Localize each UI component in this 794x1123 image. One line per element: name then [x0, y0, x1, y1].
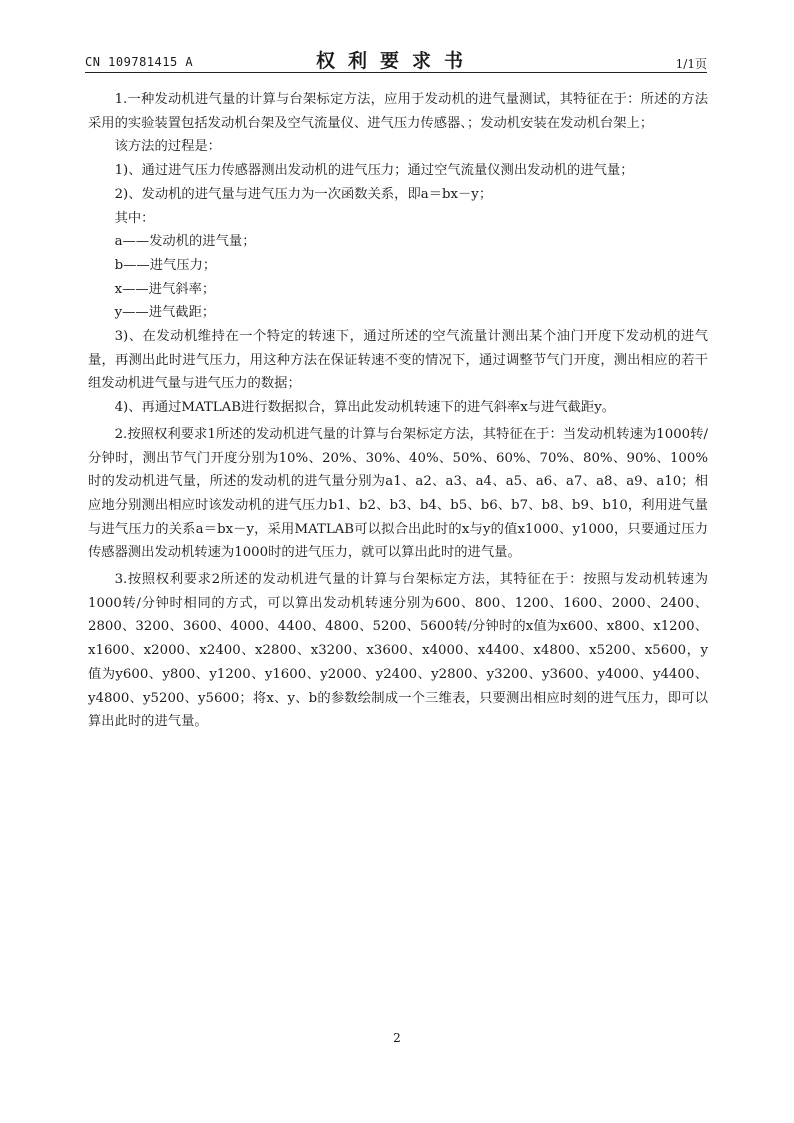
definition-a: a——发动机的进气量；: [114, 234, 256, 250]
document-number: CN 109781415 A: [85, 55, 194, 69]
claim-3-paragraph: 3.按照权利要求2所述的发动机进气量的计算与台架标定方法，其特征在于：按照与发动机转速为1000转/分钟时相同的方式，可以算出发动机转速分别为600、800、1200、1600、2000、2400、2800、3200、3600、4000、4400、4800、5200、5600转/分钟时的x值为x600、x800、x1200、x1600、x2000、x2400、x2800、x3200、x3600、x4000、x4400、x4800、x5200、x5600，y值为y600、y800、y1200、y1600、y2000、y2400、y2800、y3200、y3600、y4000、y4400、y4800、y5200、y5600；将x、y、b的参数绘制成一个三维表，只要测出相应时刻的进气压力，即可以算出此时的进气量。: [88, 572, 708, 730]
step-3: 3)、在发动机维持在一个特定的转速下，通过所述的空气流量计测出某个油门开度下发动机的进气量，再测出此时进气压力，用这种方法在保证转速不变的情况下，通过调整节气门开度，测出相应的若干组发动机进气量与进气压力的数据；: [88, 329, 708, 392]
page-header: [85, 44, 707, 72]
claim-1-paragraph: 1.一种发动机进气量的计算与台架标定方法，应用于发动机的进气量测试，其特征在于：所述的方法采用的实验装置包括发动机台架及空气流量仪、进气压力传感器、；发动机安装在发动机台架上；: [88, 92, 708, 131]
page-indicator: 1/1页: [675, 57, 707, 71]
method-intro: 该方法的过程是：: [114, 139, 221, 155]
claim-2-paragraph: 2.按照权利要求1所述的发动机进气量的计算与台架标定方法，其特征在于：当发动机转速为1000转/分钟时，测出节气门开度分别为10%、20%、30%、40%、50%、60%、70%、80%、90%、100%时的发动机进气量，所述的发动机的进气量分别为a1、a2、a3、a4、a5、a6、a7、a8、a9、a10；相应地分别测出相应时该发动机的进气压力b1、b2、b3、b4、b5、b6、b7、b8、b9、b10，利用进气量与进气压力的关系a＝bx－y，采用MATLAB可以拟合出此时的x与y的值x1000、y1000，只要通过压力传感器测出发动机转速为1000时的进气压力，就可以算出此时的进气量。: [88, 426, 708, 561]
page-number: 2: [393, 1031, 401, 1045]
header-divider: [85, 72, 707, 73]
claims-body: [88, 88, 708, 734]
definition-x: x——进气斜率；: [114, 281, 216, 297]
definition-b: b——进气压力；: [114, 257, 217, 273]
step-1: 1)、通过进气压力传感器测出发动机的进气压力；通过空气流量仪测出发动机的进气量；: [114, 163, 634, 179]
definitions-intro: 其中：: [114, 210, 155, 226]
definition-y: y——进气截距；: [114, 305, 216, 321]
document-title: 权利要求书: [315, 50, 476, 72]
step-2: 2)、发动机的进气量与进气压力为一次函数关系，即a＝bx－y；: [114, 186, 493, 202]
step-4: 4)、再通过MATLAB进行数据拟合，算出此发动机转速下的进气斜率x与进气截距y。: [114, 400, 616, 416]
